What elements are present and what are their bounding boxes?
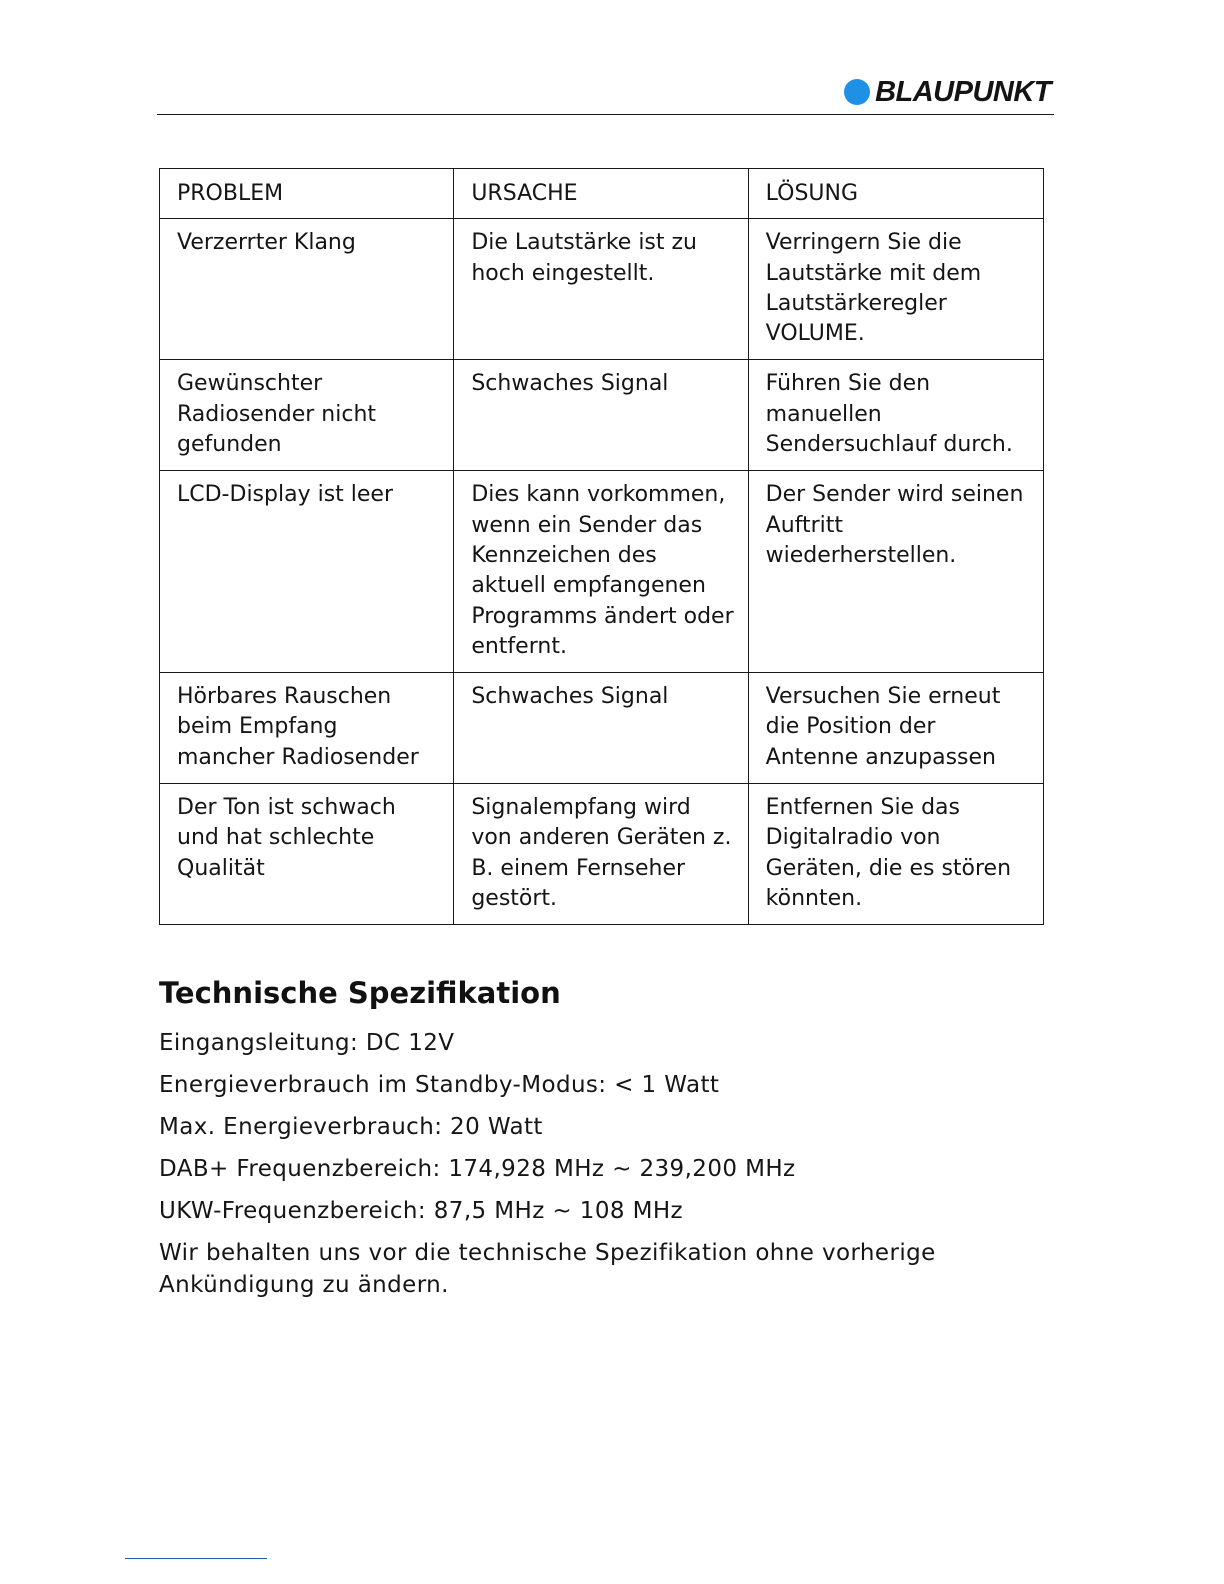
brand-logo bbox=[844, 78, 1051, 106]
spec-standby-consumption: Energieverbrauch im Standby-Modus: < 1 Watt bbox=[159, 1072, 720, 1098]
spec-input-power: Eingangsleitung: DC 12V bbox=[159, 1030, 455, 1056]
solution-cell: Der Sender wird seinen Auftritt wiederherstellen. bbox=[748, 471, 1043, 673]
problem-cell: Verzerrter Klang bbox=[160, 219, 454, 360]
cause-cell: Signalempfang wird von anderen Geräten z. B. einem Fernseher gestört. bbox=[454, 784, 748, 925]
page-header bbox=[157, 60, 1054, 115]
column-header-problem: PROBLEM bbox=[160, 169, 454, 219]
problem-cell: Der Ton ist schwach und hat schlechte Qualität bbox=[160, 784, 454, 925]
solution-cell: Führen Sie den manuellen Sendersuchlauf durch. bbox=[748, 360, 1043, 471]
spec-dab-frequency: DAB+ Frequenzbereich: 174,928 MHz ~ 239,200 MHz bbox=[159, 1156, 796, 1182]
column-header-cause: URSACHE bbox=[454, 169, 748, 219]
cause-cell: Schwaches Signal bbox=[454, 673, 748, 784]
spec-max-consumption: Max. Energieverbrauch: 20 Watt bbox=[159, 1114, 543, 1140]
cause-cell: Schwaches Signal bbox=[454, 360, 748, 471]
table-row bbox=[160, 360, 1044, 471]
table-row bbox=[160, 471, 1044, 673]
table-row bbox=[160, 673, 1044, 784]
solution-cell: Verringern Sie die Lautstärke mit dem Lautstärkeregler VOLUME. bbox=[748, 219, 1043, 360]
solution-cell: Versuchen Sie erneut die Position der Antenne anzupassen bbox=[748, 673, 1043, 784]
logo-dot-icon bbox=[844, 79, 870, 105]
table-row bbox=[160, 784, 1044, 925]
problem-cell: Hörbares Rauschen beim Empfang mancher Radiosender bbox=[160, 673, 454, 784]
table-header-row bbox=[160, 169, 1044, 219]
technical-specifications bbox=[159, 973, 1039, 1311]
footer-divider bbox=[125, 1558, 267, 1559]
table-row bbox=[160, 219, 1044, 360]
brand-name: BLAUPUNKT bbox=[875, 76, 1051, 108]
spec-fm-frequency: UKW-Frequenzbereich: 87,5 MHz ~ 108 MHz bbox=[159, 1198, 684, 1224]
section-title: Technische Spezifikation bbox=[159, 976, 561, 1010]
problem-cell: Gewünschter Radiosender nicht gefunden bbox=[160, 360, 454, 471]
column-header-solution: LÖSUNG bbox=[748, 169, 1043, 219]
cause-cell: Die Lautstärke ist zu hoch eingestellt. bbox=[454, 219, 748, 360]
spec-disclaimer: Wir behalten uns vor die technische Spezifikation ohne vorherige Ankündigung zu ändern. bbox=[159, 1240, 936, 1298]
cause-cell: Dies kann vorkommen, wenn ein Sender das Kennzeichen des aktuell empfangenen Programms ändert oder entfernt. bbox=[454, 471, 748, 673]
problem-cell: LCD-Display ist leer bbox=[160, 471, 454, 673]
solution-cell: Entfernen Sie das Digitalradio von Geräten, die es stören könnten. bbox=[748, 784, 1043, 925]
troubleshooting-table bbox=[159, 168, 1044, 925]
